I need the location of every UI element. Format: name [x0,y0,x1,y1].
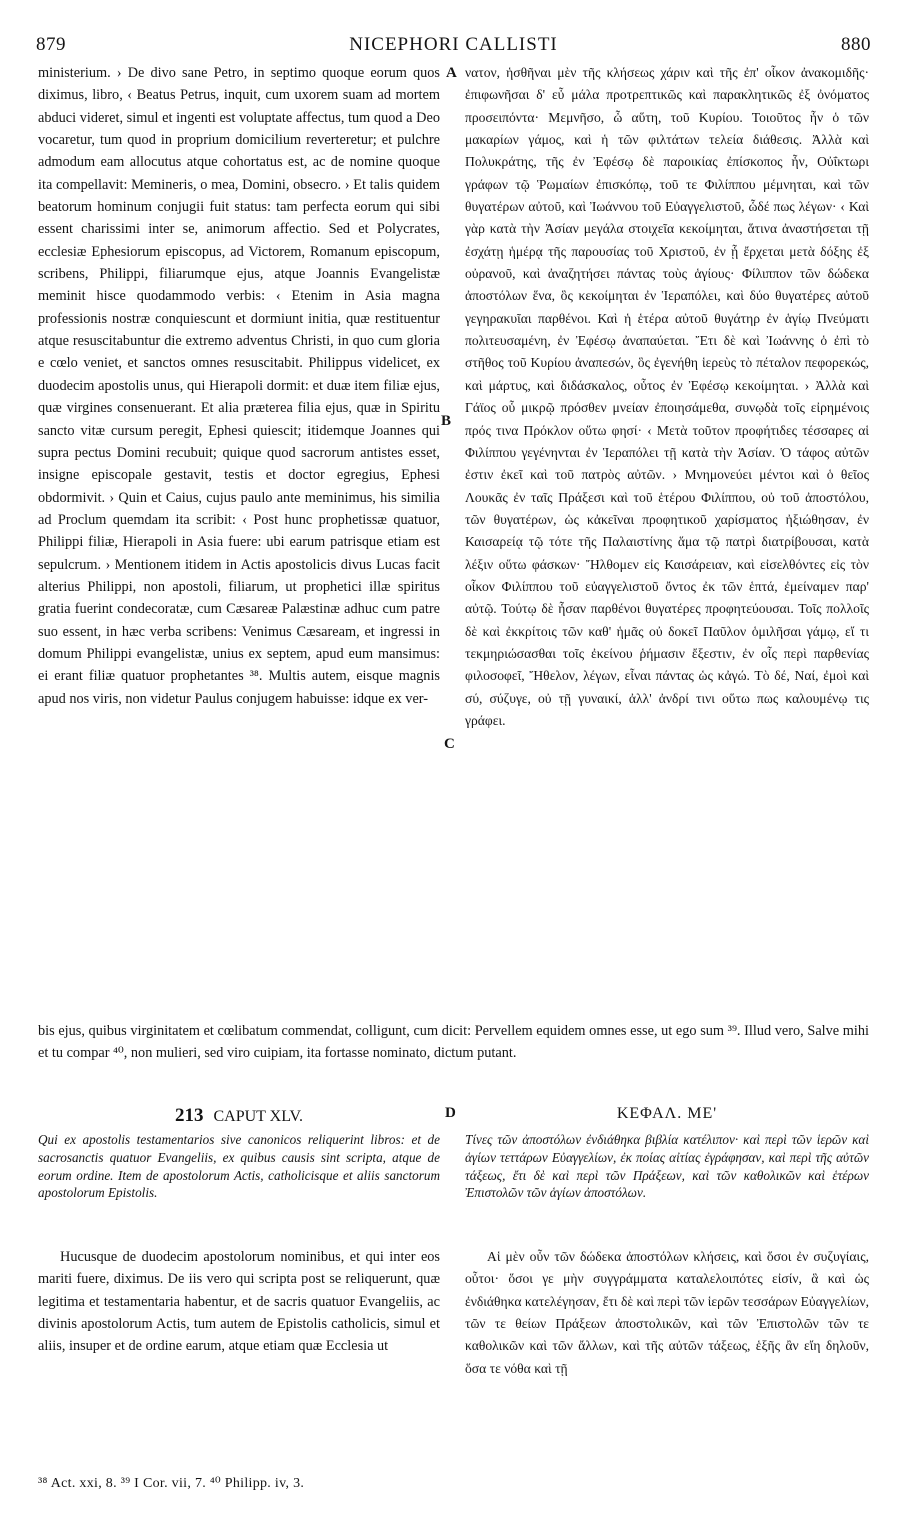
latin-column [38,62,440,710]
chapter-summary-greek: Τίνες τῶν ἀποστόλων ἐνδιάθηκα βιβλία κατέλιπον· καὶ περὶ τῶν ἱερῶν καὶ ἁγίων τεττάρων Εὐαγγελίων, ἐκ ποίας αἰτίας ἐγράφησαν, καὶ περὶ τῆς αὐτῶν τάξεως, ἔτι δὲ καὶ περὶ τῶν Πράξεων, καὶ τῶν καθολικῶν καὶ ἑτέρων Ἐπιστολῶν τῶν ἁγίων ἀποστόλων. [465,1132,869,1201]
latin-column-text: ministerium. › De divo sane Petro, in septimo quoque eorum quos diximus, libro, ‹ Beatus Petrus, inquit, cum uxorem suam ad mortem abduci videret, simul et ingenti est voluptate affectus, tum quod a Deo vocaretur, tum quod in proprium domicilium reverteretur; et pulchre admodum eam allocutus atque cohortatus est, ac de nomine quoque ita compellavit: Memineris, o mea, Domini, obsecro. › Et talis quidem beatorum hominum conjugii fuit status: tam perfecta eorum qui sibi essent charissimi inter se, animorum affectio. Sed et Polycrates, ecclesiæ Ephesiorum episcopus, ad Victorem, Romanum episcopum, scribens, Philippi, filiarumque ejus, atque Joannis Evangelistæ meminit hisce quodammodo verbis: ‹ Etenim in Asia magna professionis nostræ conquiescunt et dormiunt initia, quæ restituentur atque resuscitabuntur die extremo adventus Christi, in quo cum gloria e cœlo veniet, et sanctos omnes resuscitabit. Philippus videlicet, ex duodecim apostolis unus, qui Hierapoli dormit: et duæ item filiæ ejus, quæ virgines consenuerant. Et alia præterea filia ejus, quæ in Spiritu sancto vitæ cursum peregit, Ephesi quiescit; itidemque Joannes qui supra pectus Domini recubuit; quique quod sacrorum antistes esset, insigne episcopale gestavit, testis et doctor egregius, Ephesi obdormivit. › Quin et Caius, cujus paulo ante meminimus, his similia ad Proclum quemdam ita scribit: ‹ Post hunc prophetissæ quatuor, Philippi filiæ, Hierapoli in Asia fuere: ubi earum patrisque etiam est sepulcrum. › Mentionem itidem in Actis apostolicis divus Lucas facit alterius Philippi, non apostoli, filiarum, ut prophetici illæ spiritus gratia fuerint condecoratæ, cum Cæsareæ Palæstinæ adhuc cum patre suo essent, in hæc verba scribens: Venimus Cæsaream, et ingressi in domum Philippi evangelistæ, unius ex septem, apud eum mansimus: ei erant filiæ quatuor prophetantes ³⁸. Multis autem, eisque magnis apud nos viris, non videtur Paulus conjugem habuisse: idque ex ver- [38,65,440,707]
margin-marker-d: D [445,1105,456,1121]
greek-column-text: νατον, ἡσθῆναι μὲν τῆς κλήσεως χάριν καὶ τῆς ἐπ' οἶκον ἀνακομιδῆς· ἐπιφωνῆσαι δ' εὖ μάλα προτρεπτικῶς καὶ παρακλητικῶς ἐξ ὀνόματος προσειπόντα· Μεμνῆσο, ὦ αὕτη, τοῦ Κυρίου. Τοιοῦτος ἦν ὁ τῶν μακαρίων γάμος, καὶ ἡ τῶν φιλτάτων τελεία διάθεσις. Ἀλλὰ καὶ Πολυκράτης, τῆς ἐν Ἐφέσῳ δὲ παροικίας ἐπίσκοπος ἦν, Οὐΐκτωρι γράφων τῷ Ῥωμαίων ἐπισκόπῳ, τοῦ τε Φιλίππου μέμνηται, καὶ τῶν θυγατέρων αὐτοῦ, καὶ Ἰωάννου τοῦ Εὐαγγελιστοῦ, ὧδέ πως λέγων· ‹ Καὶ γὰρ κατὰ τὴν Ἀσίαν μεγάλα στοιχεῖα κεκοίμηται, ἅτινα ἀναστήσεται τῇ ἐσχάτῃ ἡμέρᾳ τῆς παρουσίας τοῦ Χριστοῦ, ἐν ᾗ ἔρχεται μετὰ δόξης ἐξ οὐρανοῦ, καὶ ἀναζητήσει πάντας τοὺς ἁγίους· Φίλιππον τῶν δώδεκα ἀποστόλων ἕνα, ὃς κεκοίμηται ἐν Ἱεραπόλει, καὶ δύο θυγατέρες αὐτοῦ γεγηρακυῖαι παρθένοι. Καὶ ἡ ἑτέρα αὐτοῦ θυγάτηρ ἐν ἁγίῳ Πνεύματι πολιτευσαμένη, ἐν Ἐφέσῳ ἀναπαύεται. Ἔτι δὲ καὶ Ἰωάννης ὁ ἐπὶ τὸ στῆθος τοῦ Κυρίου ἀναπεσών, ὃς ἐγενήθη ἱερεὺς τὸ πέταλον πεφορεκώς, καὶ μάρτυς, καὶ διδάσκαλος, οὗτος ἐν Ἐφέσῳ κεκοίμηται. › Ἀλλὰ καὶ Γάϊος οὗ μικρῷ πρόσθεν μνείαν ἐποιησάμεθα, συνῳδὰ τοῖς εἰρημένοις πρός τινα Πρόκλον οὕτω φησί· ‹ Μετὰ τοῦτον προφήτιδες τέσσαρες αἱ Φιλίππου γεγένηνται ἐν Ἱεραπόλει τῇ κατὰ τὴν Ἀσίαν. Ὁ τάφος αὐτῶν ἐστιν ἐκεῖ καὶ τοῦ πατρὸς αὐτῶν. › Μνημονεύει μέντοι καὶ ὁ θεῖος Λουκᾶς ἐν ταῖς Πράξεσι καὶ τοῦ ἑτέρου Φιλίππου, οὐ τοῦ ἀποστόλου, τῶν θυγατέρων, ὡς κἀκεῖναι προφητικοῦ χαρίσματος ἠξιώθησαν, ἐν Καισαρείᾳ τῷ τότε τῆς Παλαιστίνης ἅμα τῷ πατρὶ διατρίβουσαι, κατὰ λέξιν οὕτω φάσκων· Ἤλθομεν εἰς Καισάρειαν, καὶ εἰσελθόντες εἰς τὸν οἶκον Φιλίππου τοῦ εὐαγγελιστοῦ ὄντος ἐκ τῶν ἑπτά, ἐμείναμεν παρ' αὐτῷ. Τούτῳ δὲ ἦσαν παρθένοι θυγατέρες προφητεύουσαι. Τοῖς πολλοῖς δὲ καὶ ἐκκρίτοις τῶν καθ' ἡμᾶς οὐ δοκεῖ Παῦλον ὁμιλῆσαι γάμῳ, εἴ τι τεκμηριώσασθαι τοῖς ἐκείνου ῥήμασιν ἔξεστιν, ἐν οἷς περὶ παρθενίας φιλοσοφεῖ, Ἤθελον, λέγων, εἶναι πάντας ὡς κἀγώ. Τὸ δέ, Ναί, ἐμοὶ καὶ σύ, σύζυγε, οὐ τῇ γυναικί, ἀλλ' ἀνδρί τινι οὕτω πως καλουμένῳ τις γράφει. [465,65,869,728]
margin-marker-c: C [444,736,455,752]
footnotes: ³⁸ Act. xxi, 8. ³⁹ I Cor. vii, 7. ⁴⁰ Philipp. iv, 3. [38,1476,305,1491]
page-number-left: 879 [36,34,66,55]
margin-marker-a: A [446,65,457,81]
chapter-title-latin: CAPUT XLV. [213,1108,303,1125]
chapter-title-greek: ΚΕΦΑΛ. ΜΕ' [616,1105,718,1122]
chapter-heading-greek [465,1105,869,1123]
running-header [36,34,871,62]
running-title: NICEPHORI CALLISTI [349,34,558,55]
chapter-body-greek: Αἱ μὲν οὖν τῶν δώδεκα ἀποστόλων κλήσεις, καὶ ὅσοι ἐν συζυγίαις, οὗτοι· ὅσοι γε μὴν συγγράμματα καταλελοιπότες εἰσίν, ἃ καὶ ὡς ἐνδιάθηκα κατελέγησαν, ἔτι δὲ καὶ περὶ τῶν ἱερῶν τεσσάρων Εὐαγγελίων, τῶν τε θείων Πράξεων ἀποστολικῶν, καὶ τῶν Ἐπιστολῶν τῶν τε καθολικῶν καὶ τῶν ἄλλων, καὶ τῆς αὐτῶν τάξεως, ἑξῆς ἂν εἴη δηλοῦν, ὅσα τε νόθα καὶ τῇ [465,1249,870,1376]
margin-marker-b: B [441,413,452,429]
spanning-paragraph: bis ejus, quibus virginitatem et cœlibatum commendat, colligunt, cum dicit: Pervellem equidem omnes esse, ut ego sum ³⁹. Illud vero, Salve mihi et tu compar ⁴⁰, non mulieri, sed viro cuipiam, ita fortasse nominato, dictum putant. [38,1023,869,1062]
greek-column [465,62,869,732]
page-number-right: 880 [841,34,871,55]
chapter-summary-latin: Qui ex apostolis testamentarios sive canonicos reliquerint libros: et de sacrosanctis quatuor Evangeliis, ex quibus causis sint scripta, atque de eorum ordine. Item de apostolorum Actis, catholicisque et aliis sanctorum apostolorum Epistolis. [38,1132,440,1201]
chapter-number: 213 [174,1105,204,1126]
chapter-body-latin: Hucusque de duodecim apostolorum nominibus, et qui inter eos mariti fuere, diximus. De iis vero qui scripta post se reliquerunt, quæ legitima et testamentaria habentur, et de sacris quatuor Evangeliis, ac divinis apostolorum Actis, tum autem de Epistolis catholicis, simul et aliis, insuper et de ordine earum, atque etiam quæ Ecclesia ut [38,1249,440,1355]
chapter-heading-latin [38,1105,440,1127]
